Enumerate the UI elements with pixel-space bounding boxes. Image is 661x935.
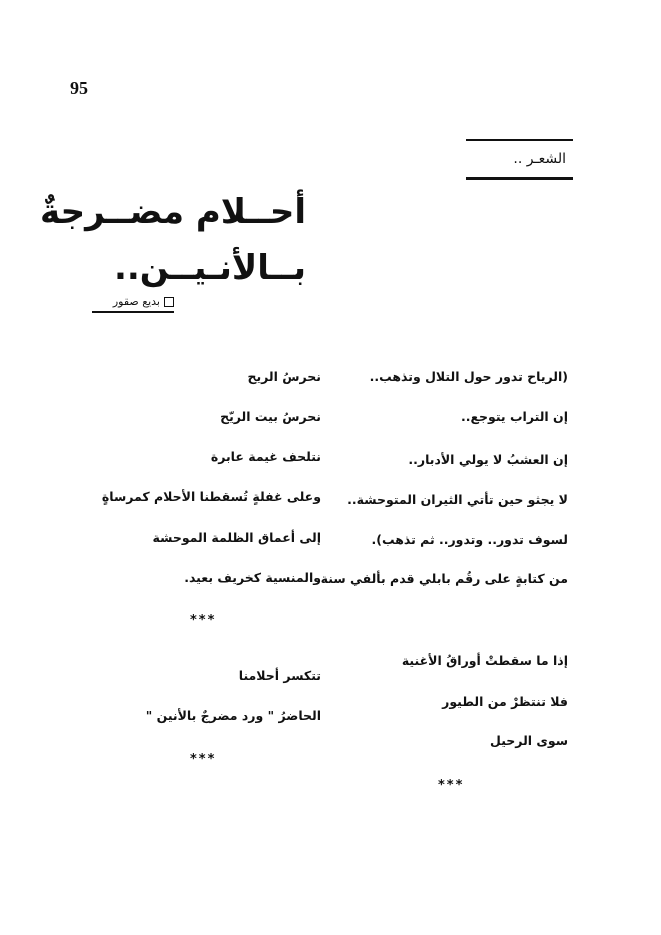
- verse-line: إن العشبُ لا يولي الأدبار..: [408, 452, 568, 467]
- verse-line: لسوف تدور.. وتدور.. ثم تذهب).: [371, 532, 568, 547]
- stanza-separator: ***: [438, 778, 465, 793]
- verse-line: والمنسية كخريف بعيد.: [184, 570, 321, 585]
- poem-title: [39, 184, 306, 296]
- verse-line: إذا ما سقطتْ أوراقُ الأغنية: [401, 653, 568, 668]
- stanza-separator: ***: [190, 613, 217, 628]
- poem-title-line-2: بــالأنـيــن..: [113, 248, 306, 288]
- checkbox-square-icon: [164, 297, 174, 307]
- section-rule-top: [466, 139, 573, 141]
- verse-line: فلا تنتظرْ من الطيور: [442, 694, 568, 709]
- verse-line: (الرياح تدور حول التلال وتذهب..: [369, 369, 568, 384]
- verse-line: وعلى غفلةٍ تُسقطنا الأحلام كمرساةٍ: [101, 489, 321, 504]
- verse-line: تتكسر أحلامنا: [238, 668, 321, 683]
- verse-line: إلى أعماق الظلمة الموحشة: [152, 530, 321, 545]
- author-name: بديع صقور: [112, 295, 160, 308]
- verse-line: سوى الرحيل: [490, 733, 568, 748]
- verse-line: إن التراب يتوجع..: [460, 409, 568, 424]
- verse-line: من كتابةٍ على رقُم بابلي قدم بألفي سنة: [320, 571, 568, 586]
- verse-line: نتلحف غيمة عابرة: [210, 449, 321, 464]
- poem-title-line-1: أحــلام مضــرجةٌ: [39, 192, 306, 232]
- stanza-separator: ***: [190, 752, 217, 767]
- verse-line: لا يجثو حين تأتي الثيران المتوحشة..: [347, 492, 568, 507]
- verse-line: الحاضرُ " ورد مضرجٌ بالأنين ": [145, 708, 321, 723]
- section-label: الشعـر ..: [513, 151, 566, 167]
- author-byline: [92, 293, 174, 313]
- verse-line: نحرسُ بيت الريّح: [220, 409, 321, 424]
- page-number: 95: [70, 78, 88, 98]
- verse-line: نحرسُ الريح: [247, 369, 321, 384]
- section-rule-bottom: [466, 177, 573, 180]
